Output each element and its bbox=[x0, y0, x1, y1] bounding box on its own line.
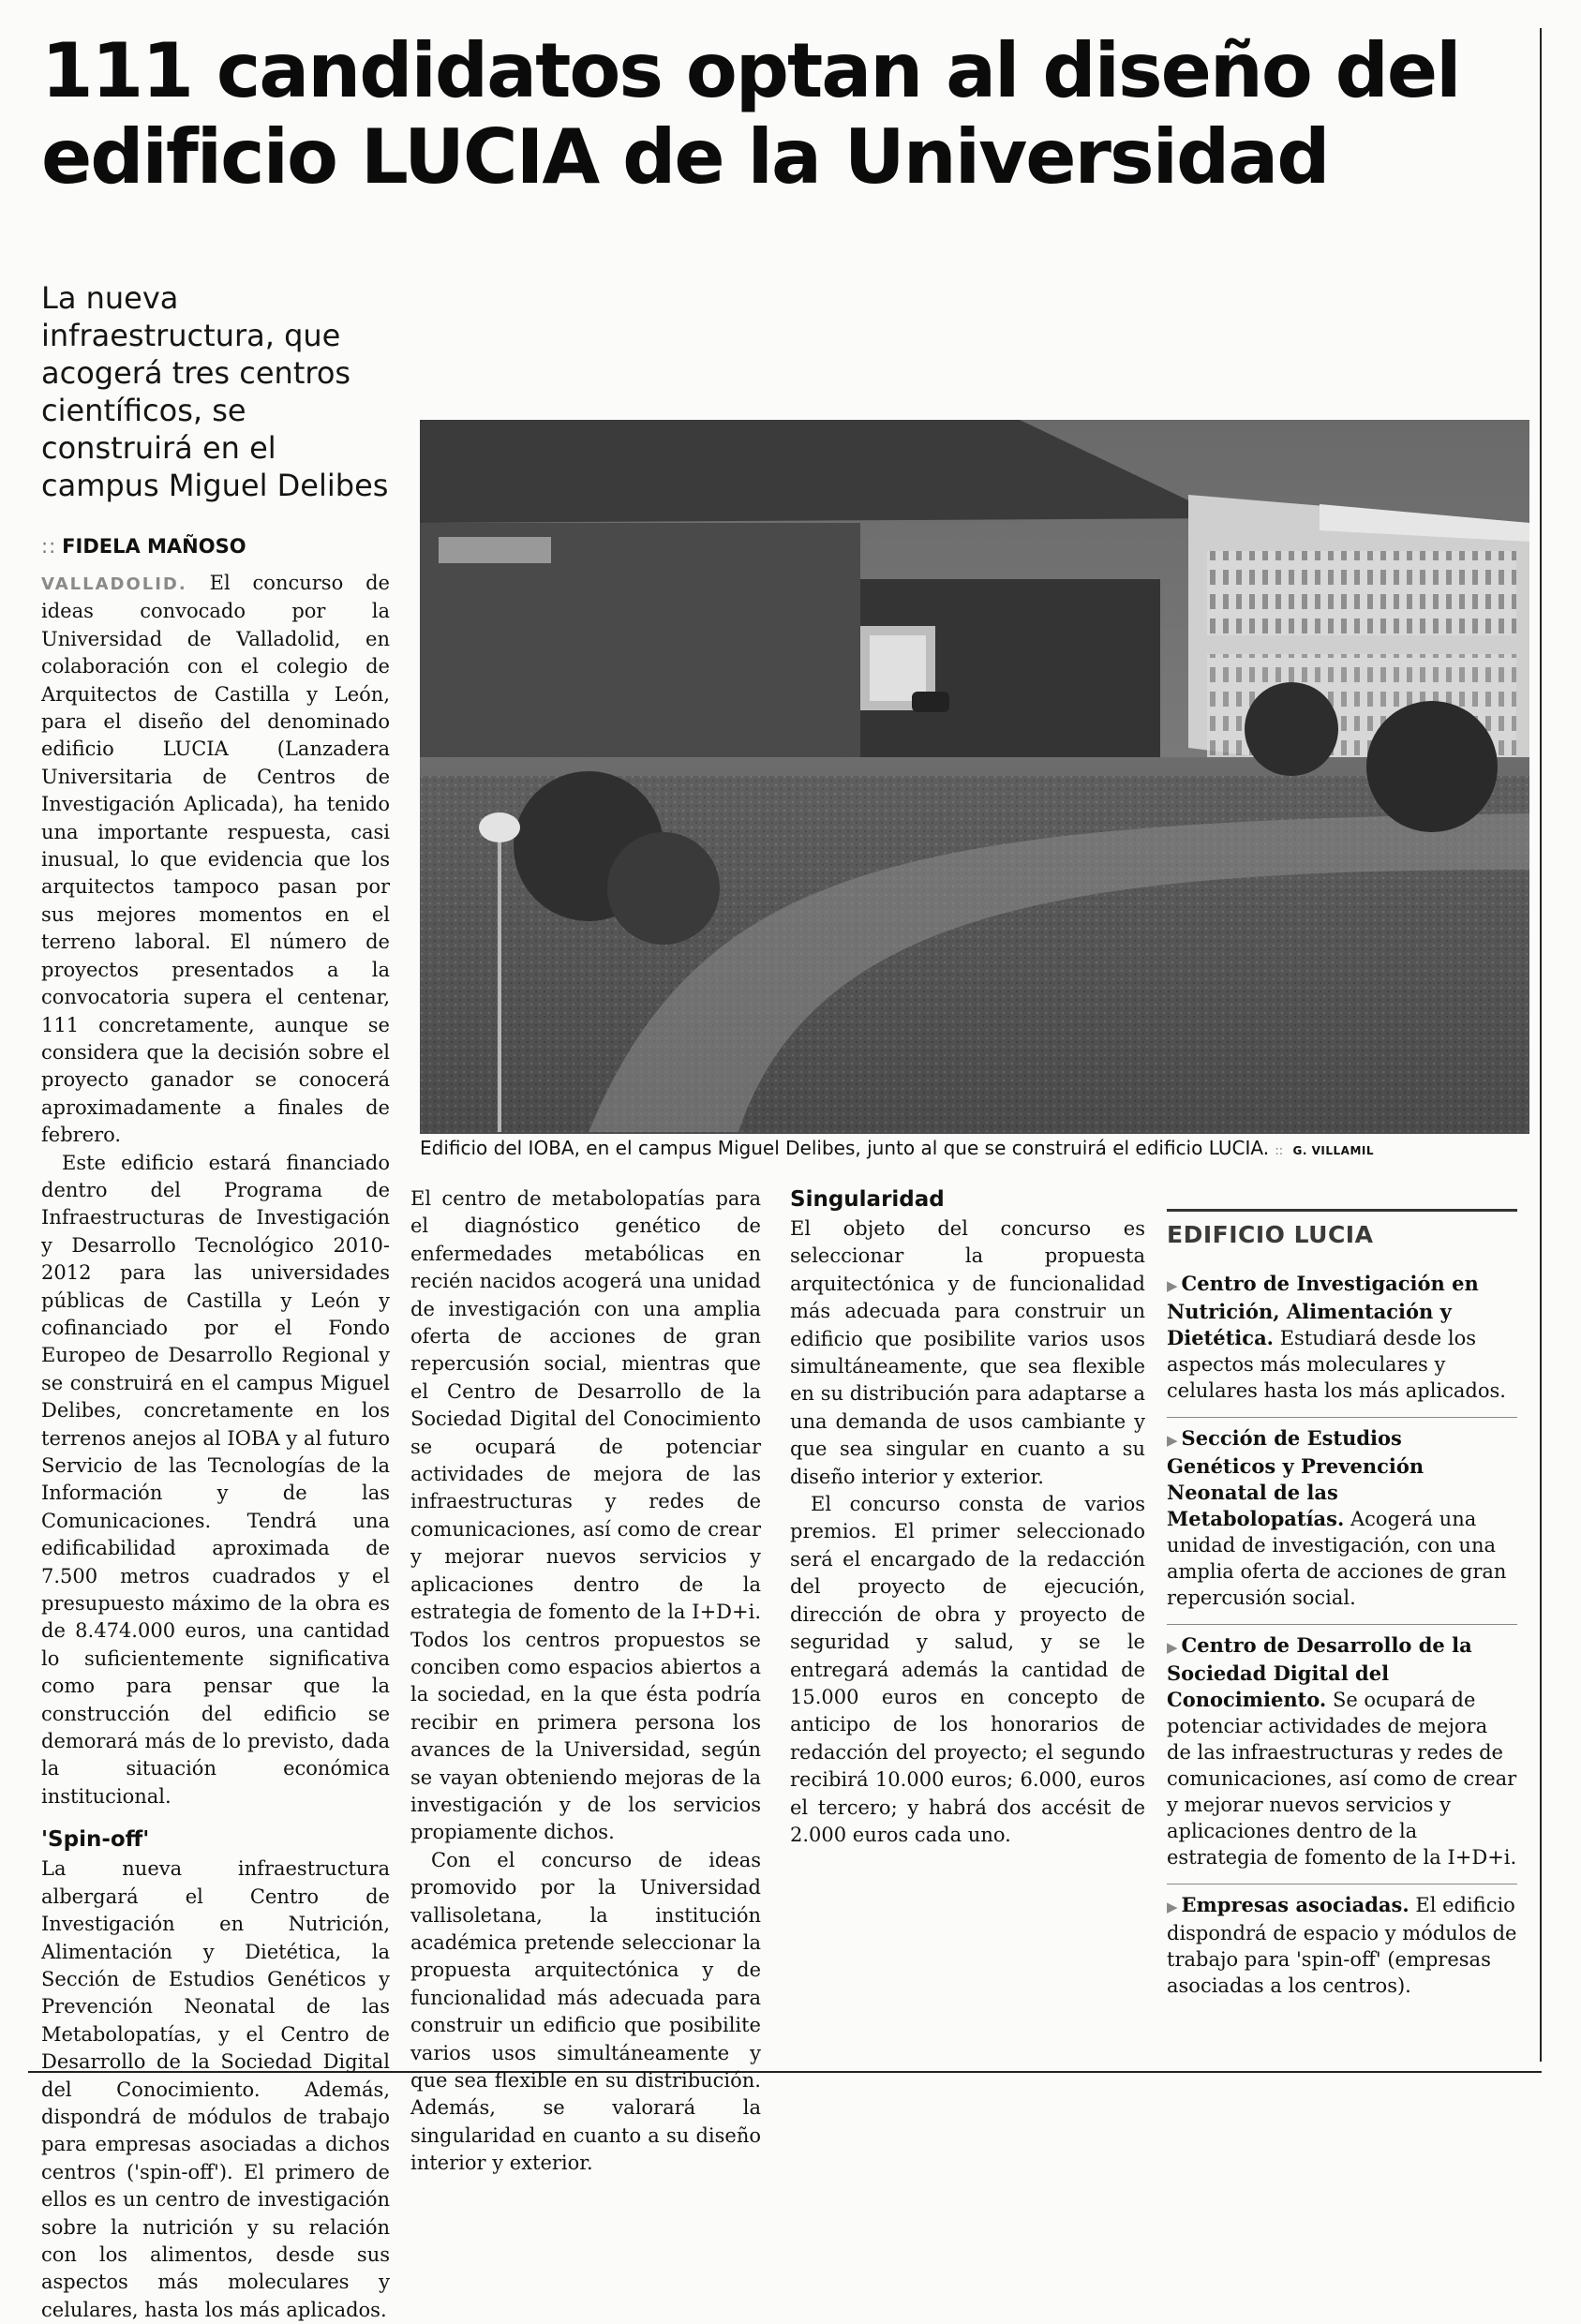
subhead-line: campus Miguel Delibes bbox=[41, 468, 389, 503]
subhead-line: La nueva bbox=[41, 280, 179, 316]
triangle-bullet-icon: ▶ bbox=[1167, 1899, 1178, 1915]
dateline: VALLADOLID. bbox=[41, 574, 187, 594]
subhead-line: científicos, se bbox=[41, 393, 246, 428]
article-paragraph-2: Este edificio estará financiado dentro del Programa de Infraestructuras de Investigación y Desarrollo Tecnológico 2010-2012 para las universidades públicas de Castilla y León y cofinanciado por el Fondo Europeo de Desarrollo Regional y se construirá en el campus Miguel Delibes, concretamente en los terrenos anejos al IOBA y al futuro Servicio de las Tecnologías de la Información y de las Comunicaciones. Tendrá una edificabilidad aproximada de 7.500 metros cuadrados y el presupuesto máximo de la obra es de 8.474.000 euros, una cantidad lo suficientemente significativa como para pensar que la construcción del edificio se demorará más de lo previsto, dada la situación económica institucional. bbox=[41, 1151, 390, 1808]
sidebar-box bbox=[1167, 1209, 1517, 2012]
photo-credit: G. VILLAMIL bbox=[1292, 1144, 1375, 1157]
credit-marker-icon: :: bbox=[1275, 1144, 1284, 1158]
photo-caption bbox=[420, 1136, 1529, 1164]
article-paragraph-6: El objeto del concurso es seleccionar la propuesta arquitectónica y de funcionalidad más adecuada para construir un edificio que posibilite varios usos simultáneamente, que sea flexible en su distribución para adaptarse a una demanda de usos cambiante y que sea singular en cuanto a su diseño interior y exterior. bbox=[790, 1217, 1145, 1488]
byline-author: FIDELA MAÑOSO bbox=[62, 535, 246, 558]
article-column-1 bbox=[41, 570, 390, 2321]
article-paragraph-1: VALLADOLID. El concurso de ideas convocado por la Universidad de Valladolid, en colaboración con el colegio de Arquitectos de Castilla y León, para el diseño del denominado edificio LUCIA (Lanzadera Universitaria de Centros de Investigación Aplicada), ha tenido una importante respuesta, casi inusual, lo que evidencia que los arquitectos tampoco pasan por sus mejores momentos en el terreno laboral. El número de proyectos presentados a la convocatoria supera el centenar, 111 concretamente, aunque se considera que la decisión sobre el proyecto ganador se conocerá aproximadamente a finales de febrero. bbox=[41, 572, 390, 1147]
article-column-3 bbox=[790, 1185, 1145, 1849]
subhead-line: infraestructura, que bbox=[41, 318, 341, 353]
headline bbox=[41, 28, 1503, 201]
sidebar-item: ▶ Sección de Estudios Genéticos y Prevención Neonatal de las Metabolopatías. Acogerá una unidad de investigación, con una amplia oferta de acciones de gran repercusión social. bbox=[1167, 1417, 1517, 1611]
article-photo bbox=[420, 420, 1529, 1134]
headline-line-1: 111 candidatos optan al diseño del bbox=[41, 27, 1460, 114]
sidebar-title: EDIFICIO LUCIA bbox=[1167, 1221, 1374, 1248]
article-paragraph-4: El centro de metabolopatías para el diagnóstico genético de enfermedades metabólicas en recién nacidos acogerá una unidad de investigación con una amplia oferta de acciones de gran repercusión social, mientras que el Centro de Desarrollo de la Sociedad Digital del Conocimiento se ocupará de potenciar actividades de mejora de las infraestructuras y redes de comunicaciones, así como de crear y mejorar nuevos servicios y aplicaciones dentro de la estrategia de fomento de la I+D+i. Todos los centros propuestos se conciben como espacios abiertos a la sociedad, en la que ésta podría recibir en primera persona los avances de la Universidad, según se vayan obteniendo mejoras de la investigación y de los servicios propiamente dichos. bbox=[410, 1187, 761, 1844]
triangle-bullet-icon: ▶ bbox=[1167, 1432, 1178, 1449]
triangle-bullet-icon: ▶ bbox=[1167, 1277, 1178, 1294]
right-border-rule bbox=[1540, 28, 1542, 2062]
headline-line-2: edificio LUCIA de la Universidad bbox=[41, 113, 1329, 201]
article-paragraph-5: Con el concurso de ideas promovido por la Universidad vallisoletana, la institución académica pretende seleccionar la propuesta arquitectónica y de funcionalidad más adecuada para construir un edificio que posibilite varios usos simultáneamente y que sea flexible en su distribución. Además, se valorará la singularidad en cuanto a su diseño interior y exterior. bbox=[410, 1848, 761, 2175]
article-paragraph-7: El concurso consta de varios premios. El primer seleccionado será el encargado de la redacción del proyecto de ejecución, dirección de obra y proyecto de seguridad y salud, y se le entregará además la cantidad de 15.000 euros en concepto de anticipo de los honorarios de redacción del proyecto; el segundo recibirá 10.000 euros; 6.000, euros el tercero; y habrá dos accésit de 2.000 euros cada uno. bbox=[790, 1493, 1145, 1846]
sidebar-item: ▶ Centro de Desarrollo de la Sociedad Digital del Conocimiento. Se ocupará de potenciar actividades de mejora de las infraestructuras y redes de comunicaciones, así como de crear y mejorar nuevos servicios y aplicaciones dentro de la estrategia de fomento de la I+D+i. bbox=[1167, 1624, 1517, 1870]
caption-text: Edificio del IOBA, en el campus Miguel Delibes, junto al que se construirá el edificio LUCIA. bbox=[420, 1137, 1270, 1159]
subhead-line: construirá en el bbox=[41, 430, 276, 466]
sidebar-item: ▶ Centro de Investigación en Nutrición, Alimentación y Dietética. Estudiará desde los aspectos más moleculares y celulares hasta los más aplicados. bbox=[1167, 1272, 1506, 1402]
article-paragraph-3: La nueva infraestructura albergará el Centro de Investigación en Nutrición, Alimentación y Dietética, la Sección de Estudios Genéticos y Prevención Neonatal de las Metabolopatías, y el Centro de Desarrollo de la Sociedad Digital del Conocimiento. Además, dispondrá de módulos de trabajo para empresas asociadas a dichos centros ('spin-off'). El primero de ellos es un centro de investigación sobre la nutrición y su relación con los alimentos, desde sus aspectos más moleculares y celulares, hasta los más aplicados. bbox=[41, 1857, 390, 2321]
subheadline bbox=[41, 279, 416, 504]
triangle-bullet-icon: ▶ bbox=[1167, 1639, 1178, 1656]
section-heading-spin-off: 'Spin-off' bbox=[41, 1827, 150, 1853]
byline bbox=[41, 534, 397, 559]
article-column-2 bbox=[410, 1185, 761, 2175]
sidebar-item: ▶ Empresas asociadas. El edificio dispondrá de espacio y módulos de trabajo para 'spin-off' (empresas asociadas a los centros). bbox=[1167, 1884, 1517, 1999]
section-heading-singularidad: Singularidad bbox=[790, 1187, 945, 1212]
ioba-building-photo bbox=[420, 420, 1529, 1134]
byline-marker-icon: :: bbox=[41, 535, 57, 558]
sidebar-top-rule bbox=[1167, 1209, 1517, 1212]
subhead-line: acogerá tres centros bbox=[41, 355, 351, 391]
